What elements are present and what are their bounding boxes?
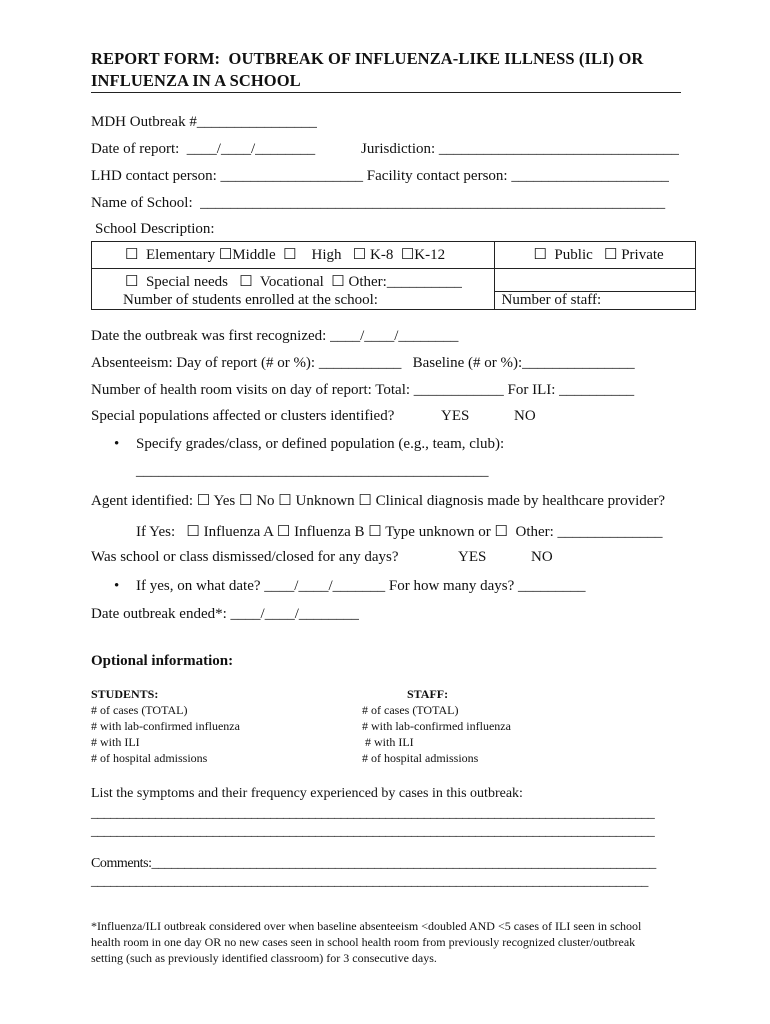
students-cases-total[interactable]: # of cases (TOTAL) (91, 703, 188, 717)
special-populations-no[interactable]: NO (514, 408, 536, 424)
symptoms-line-2[interactable]: ________________________________________________________________________________________ (91, 824, 655, 839)
optional-information-heading: Optional information: (91, 653, 234, 669)
staff-cases-total[interactable]: # of cases (TOTAL) (362, 703, 459, 717)
form-title-line-1: REPORT FORM: OUTBREAK OF INFLUENZA-LIKE ILLNESS (ILI) OR (91, 49, 644, 68)
students-heading: STUDENTS: (91, 687, 159, 701)
students-enrolled-field[interactable]: Number of students enrolled at the school: (123, 291, 378, 308)
jurisdiction-field[interactable]: Jurisdiction: ________________________________ (361, 141, 679, 157)
school-dismissed-no[interactable]: NO (531, 549, 553, 565)
bullet: • (114, 436, 120, 452)
contact-persons-field[interactable]: LHD contact person: ___________________ Facility contact person: _____________________ (91, 168, 669, 184)
school-description-table (91, 241, 696, 310)
comments-field[interactable]: Comments:_____________________________________________________________________________ (91, 856, 656, 871)
bullet: • (114, 578, 120, 594)
school-name-field[interactable]: Name of School: ______________________________________________________________ (91, 195, 666, 211)
influenza-type-field[interactable]: If Yes: ☐ Influenza A ☐ Influenza B ☐ Type unknown or ☐ Other: ______________ (136, 524, 663, 540)
date-recognized-field[interactable]: Date the outbreak was first recognized: ____/____/________ (91, 328, 459, 344)
mdh-outbreak-field[interactable]: MDH Outbreak #________________ (91, 114, 317, 130)
health-room-visits-field[interactable]: Number of health room visits on day of report: Total: ____________ For ILI: __________ (91, 382, 635, 398)
specify-grades-label: Specify grades/class, or defined population (e.g., team, club): (136, 436, 505, 452)
blank-cell (495, 269, 696, 292)
agent-identified-field[interactable]: Agent identified: ☐ Yes ☐ No ☐ Unknown ☐ Clinical diagnosis made by healthcare provider? (91, 493, 666, 509)
school-dismissed-yes[interactable]: YES (458, 549, 487, 565)
students-hospital-admissions[interactable]: # of hospital admissions (91, 751, 208, 765)
school-dismissed-question: Was school or class dismissed/closed for any days? (91, 549, 399, 565)
public-private-checkboxes[interactable]: ☐ Public ☐ Private (533, 247, 664, 263)
staff-count-cell (495, 292, 696, 310)
school-type-checkboxes[interactable]: ☐ Elementary ☐Middle ☐ High ☐ K-8 ☐K-12 (125, 247, 446, 263)
footnote-line-3: setting (such as previously identified classroom) for 3 consecutive days. (91, 951, 437, 965)
staff-count-field[interactable]: Number of staff: (501, 292, 602, 308)
staff-lab-confirmed[interactable]: # with lab-confirmed influenza (362, 719, 511, 733)
special-type-checkboxes[interactable]: ☐ Special needs ☐ Vocational ☐ Other:__________ (125, 274, 462, 290)
date-of-report-field[interactable]: Date of report: ____/____/________ (91, 141, 316, 157)
comments-line-2[interactable]: _______________________________________________________________________________________ (91, 874, 648, 889)
school-description-label: School Description: (95, 221, 215, 237)
footnote-line-1: *Influenza/ILI outbreak considered over when baseline absenteeism <doubled AND <5 cases of ILI seen in school (91, 919, 642, 933)
staff-with-ili[interactable]: # with ILI (362, 735, 414, 749)
footnote-line-2: health room in one day OR no new cases seen in school health room from previously recognized cluster/outbreak (91, 935, 636, 949)
special-populations-yes[interactable]: YES (441, 408, 470, 424)
school-type-cell (92, 242, 495, 269)
students-lab-confirmed[interactable]: # with lab-confirmed influenza (91, 719, 240, 733)
special-populations-question: Special populations affected or clusters identified? (91, 408, 395, 424)
students-enrolled-cell (92, 292, 495, 310)
date-ended-field[interactable]: Date outbreak ended*: ____/____/________ (91, 606, 359, 622)
title-rule (91, 92, 681, 93)
specify-grades-line[interactable]: _______________________________________________ (136, 463, 489, 479)
special-type-cell (92, 269, 495, 292)
symptoms-prompt: List the symptoms and their frequency experienced by cases in this outbreak: (91, 786, 523, 801)
public-private-cell (495, 242, 696, 269)
dismissal-date-field[interactable]: If yes, on what date? ____/____/_______ For how many days? _________ (136, 578, 586, 594)
staff-hospital-admissions[interactable]: # of hospital admissions (362, 751, 479, 765)
symptoms-line-1[interactable]: ________________________________________________________________________________________ (91, 806, 655, 821)
form-title-line-2: INFLUENZA IN A SCHOOL (91, 71, 301, 90)
staff-heading: STAFF: (407, 687, 449, 701)
students-with-ili[interactable]: # with ILI (91, 735, 140, 749)
absenteeism-field[interactable]: Absenteeism: Day of report (# or %): ___________ Baseline (# or %):_______________ (91, 355, 635, 371)
